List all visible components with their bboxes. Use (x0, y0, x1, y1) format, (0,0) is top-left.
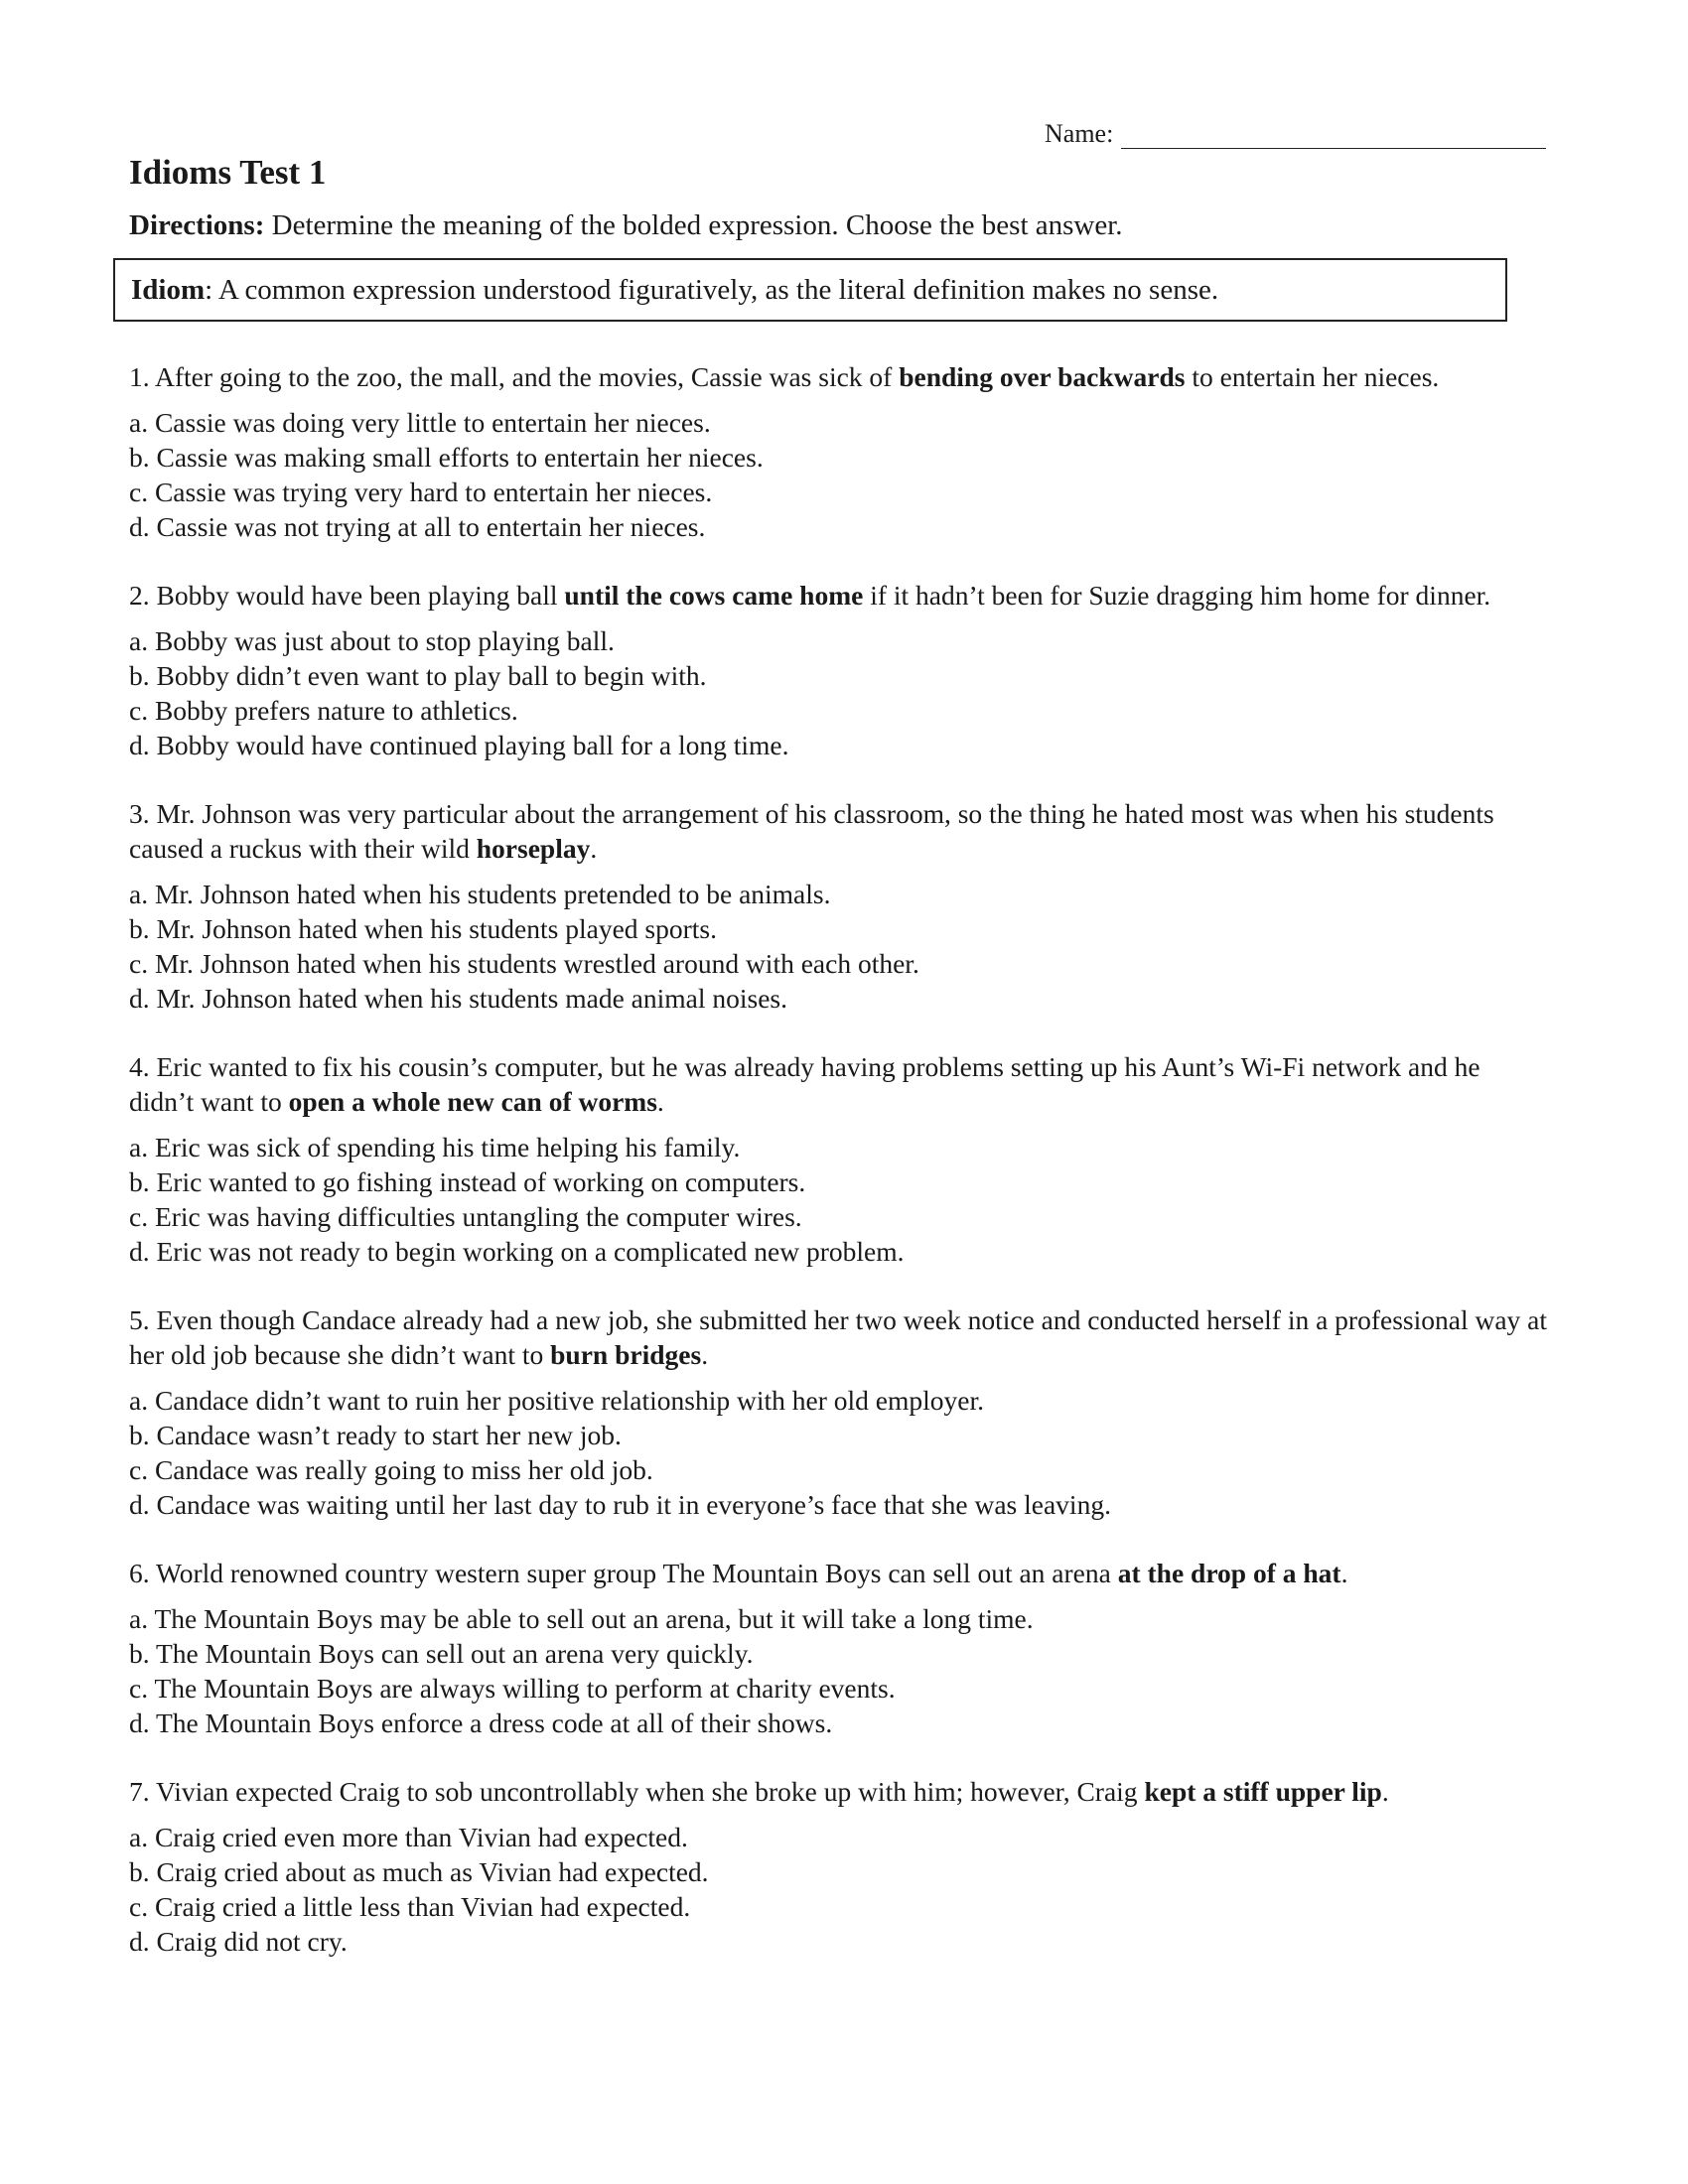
answer-option: b. Craig cried about as much as Vivian had expected. (129, 1856, 709, 1887)
question-list (129, 359, 1549, 1992)
answer-options (129, 1130, 1549, 1269)
question-1 (129, 359, 1549, 544)
question-text: After going to the zoo, the mall, and the movies, Cassie was sick of (149, 361, 900, 392)
page-title: Idioms Test 1 (129, 153, 327, 192)
question-text-end: if it hadn’t been for Suzie dragging him home for dinner. (863, 580, 1491, 611)
question-text: Bobby would have been playing ball (149, 580, 565, 611)
bolded-idiom: kept a stiff upper lip (1144, 1776, 1382, 1807)
question-text-end: . (590, 833, 598, 864)
question-number: 5. (129, 1304, 150, 1335)
question-stem (129, 796, 1549, 866)
question-4 (129, 1049, 1549, 1269)
answer-option: c. Cassie was trying very hard to entertain her nieces. (129, 477, 713, 507)
answer-option: c. Eric was having difficulties untangling the computer wires. (129, 1201, 802, 1232)
answer-options (129, 623, 1549, 762)
question-6 (129, 1556, 1549, 1740)
answer-option: d. Bobby would have continued playing ball for a long time. (129, 730, 789, 760)
bolded-idiom: bending over backwards (899, 361, 1186, 392)
question-text: Mr. Johnson was very particular about the arrangement of his classroom, so the thing he hated most was when his students caused a ruckus with their wild (129, 798, 1494, 864)
answer-options (129, 1383, 1549, 1522)
question-text-end: . (1381, 1776, 1389, 1807)
answer-option: a. Bobby was just about to stop playing ball. (129, 625, 615, 656)
answer-option: c. Craig cried a little less than Vivian had expected. (129, 1891, 691, 1922)
answer-options (129, 877, 1549, 1016)
question-stem (129, 1556, 1549, 1590)
answer-option: b. The Mountain Boys can sell out an arena very quickly. (129, 1638, 754, 1669)
question-text-end: to entertain her nieces. (1185, 361, 1440, 392)
answer-option: a. Cassie was doing very little to entertain her nieces. (129, 407, 711, 438)
answer-option: d. Craig did not cry. (129, 1926, 348, 1957)
directions (129, 209, 1123, 242)
question-7 (129, 1774, 1549, 1959)
answer-options (129, 405, 1549, 544)
question-number: 2. (129, 580, 150, 611)
answer-option: a. Craig cried even more than Vivian had expected. (129, 1822, 688, 1852)
answer-option: b. Bobby didn’t even want to play ball to begin with. (129, 660, 707, 691)
question-number: 3. (129, 798, 150, 829)
answer-option: a. The Mountain Boys may be able to sell out an arena, but it will take a long time. (129, 1603, 1034, 1634)
question-text-end: . (1340, 1558, 1348, 1588)
name-field (1045, 119, 1546, 149)
bolded-idiom: burn bridges (550, 1339, 702, 1370)
answer-option: d. Cassie was not trying at all to entertain her nieces. (129, 511, 706, 542)
question-text: Even though Candace already had a new job, she submitted her two week notice and conducted herself in a professional way at her old job because she didn’t want to (129, 1304, 1547, 1370)
answer-option: a. Eric was sick of spending his time helping his family. (129, 1132, 741, 1162)
definition-text: : A common expression understood figuratively, as the literal definition makes no sense. (205, 274, 1219, 306)
question-stem (129, 1774, 1549, 1809)
question-text: World renowned country western super group The Mountain Boys can sell out an arena (149, 1558, 1118, 1588)
question-number: 6. (129, 1558, 150, 1588)
question-text: Vivian expected Craig to sob uncontrollably when she broke up with him; however, Craig (149, 1776, 1145, 1807)
name-blank-line (1121, 126, 1546, 149)
answer-option: a. Mr. Johnson hated when his students pretended to be animals. (129, 879, 831, 909)
bolded-idiom: horseplay (476, 833, 591, 864)
answer-option: d. Mr. Johnson hated when his students made animal noises. (129, 983, 787, 1014)
answer-option: c. Bobby prefers nature to athletics. (129, 695, 518, 726)
answer-option: b. Candace wasn’t ready to start her new job. (129, 1420, 622, 1450)
answer-option: b. Eric wanted to go fishing instead of working on computers. (129, 1166, 806, 1197)
bolded-idiom: until the cows came home (564, 580, 864, 611)
question-text-end: . (701, 1339, 709, 1370)
question-2 (129, 578, 1549, 762)
answer-option: d. Candace was waiting until her last day to rub it in everyone’s face that she was leaving. (129, 1489, 1111, 1520)
definition-term: Idiom (131, 274, 206, 306)
question-stem (129, 1302, 1549, 1372)
bolded-idiom: at the drop of a hat (1117, 1558, 1341, 1588)
answer-option: a. Candace didn’t want to ruin her positive relationship with her old employer. (129, 1385, 984, 1416)
bolded-idiom: open a whole new can of worms (288, 1086, 657, 1117)
answer-options (129, 1601, 1549, 1740)
answer-option: b. Cassie was making small efforts to entertain her nieces. (129, 442, 764, 473)
name-label: Name: (1045, 119, 1114, 148)
question-stem (129, 359, 1549, 394)
question-3 (129, 796, 1549, 1016)
question-stem (129, 578, 1549, 613)
question-number: 7. (129, 1776, 150, 1807)
question-5 (129, 1302, 1549, 1522)
question-text: Eric wanted to fix his cousin’s computer, but he was already having problems setting up his Aunt’s Wi-Fi network and he didn’t want to (129, 1051, 1480, 1117)
directions-text: Determine the meaning of the bolded expression. Choose the best answer. (264, 209, 1123, 241)
question-number: 1. (129, 361, 150, 392)
question-text-end: . (656, 1086, 664, 1117)
idiom-definition-box (113, 258, 1507, 322)
answer-option: d. Eric was not ready to begin working on a complicated new problem. (129, 1236, 905, 1267)
question-stem (129, 1049, 1549, 1119)
answer-option: b. Mr. Johnson hated when his students played sports. (129, 913, 717, 944)
question-number: 4. (129, 1051, 150, 1082)
answer-option: c. Candace was really going to miss her old job. (129, 1454, 653, 1485)
answer-options (129, 1820, 1549, 1959)
answer-option: d. The Mountain Boys enforce a dress code at all of their shows. (129, 1707, 833, 1738)
answer-option: c. The Mountain Boys are always willing to perform at charity events. (129, 1673, 896, 1704)
answer-option: c. Mr. Johnson hated when his students wrestled around with each other. (129, 948, 919, 979)
directions-label: Directions: (129, 209, 265, 241)
